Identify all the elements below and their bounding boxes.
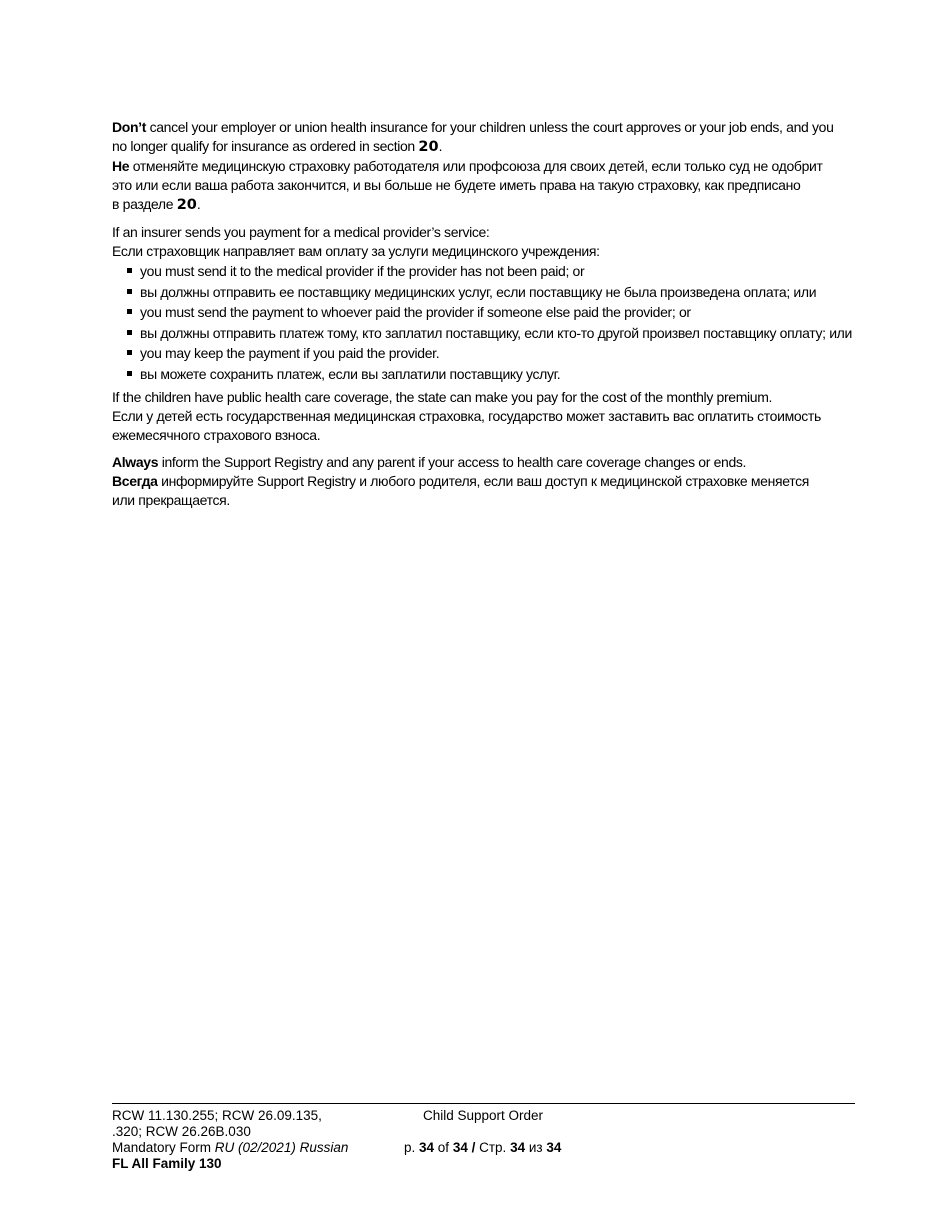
text-line: If an insurer sends you payment for a medical provider’s service: — [112, 224, 490, 240]
footer-left — [112, 1108, 392, 1172]
page-footer — [112, 1108, 855, 1178]
bullet-square-icon — [127, 371, 132, 376]
paragraph-public-coverage — [112, 388, 872, 445]
document-body — [112, 118, 872, 518]
text: inform the Support Registry and any parent if your access to health care coverage changes or ends. — [158, 454, 747, 470]
form-prefix: Mandatory Form — [112, 1140, 215, 1155]
text-line — [112, 453, 872, 472]
text: of — [434, 1140, 453, 1155]
bullet-square-icon — [127, 309, 132, 314]
bold-lead: Не — [112, 158, 130, 174]
list-item-text: you may keep the payment if you paid the provider. — [140, 345, 440, 361]
text-line — [112, 157, 872, 176]
list-item-text: you must send the payment to whoever paid the provider if someone else paid the provider; or — [140, 304, 691, 320]
list-item-text: you must send it to the medical provider if the provider has not been paid; or — [140, 263, 585, 279]
footer-form-id — [112, 1156, 392, 1172]
list-item — [112, 343, 872, 364]
footer-form-line — [112, 1140, 392, 1156]
text-line: или прекращается. — [112, 492, 230, 508]
bold-lead: Всегда — [112, 473, 158, 489]
list-item-text: вы должны отправить ее поставщику медицинских услуг, если поставщику не была произведена оплата; или — [140, 283, 817, 300]
footer-document-title: Child Support Order — [423, 1108, 544, 1123]
text-line: Если страховщик направляет вам оплату за услуги медицинского учреждения: — [112, 243, 600, 259]
bullet-square-icon — [127, 350, 132, 355]
paragraph-insurer-payment — [112, 223, 872, 261]
text-line — [112, 472, 872, 491]
list-item — [112, 261, 872, 282]
footer-divider — [112, 1103, 855, 1104]
text: Стр. — [479, 1140, 511, 1155]
bold-lead: Don’t — [112, 119, 147, 135]
page-total-ru: 34 — [546, 1140, 562, 1155]
section-number: 20 — [176, 197, 197, 213]
paragraph-always-inform — [112, 453, 872, 510]
bold-lead: Always — [112, 454, 159, 470]
form-id: FL All Family 130 — [112, 1156, 222, 1171]
page-total: 34 — [452, 1140, 468, 1155]
text-line — [112, 118, 872, 137]
text: отменяйте медицинскую страховку работодателя или профсоюза для своих детей, если только суд не одобрит — [129, 158, 823, 174]
paragraph-dont-cancel — [112, 118, 872, 215]
section-number: 20 — [418, 139, 439, 155]
list-item-text: вы можете сохранить платеж, если вы заплатили поставщику услуг. — [140, 365, 561, 382]
text-line: это или если ваша работа закончится, и вы больше не будете иметь права на такую страховку, как предписано — [112, 177, 801, 193]
text-line: no longer qualify for insurance as ordered in section 20. — [112, 138, 443, 155]
bullet-square-icon — [127, 268, 132, 273]
text: информируйте Support Registry и любого родителя, если ваш доступ к медицинской страховке меняется — [157, 473, 809, 489]
text-line: If the children have public health care coverage, the state can make you pay for the cost of the monthly premium. — [112, 389, 773, 405]
text: cancel your employer or union health insurance for your children unless the court approves or your job ends, and you — [146, 119, 834, 135]
text: в разделе — [112, 196, 177, 212]
list-item — [112, 282, 872, 303]
bullet-list — [112, 261, 872, 384]
footer-rcw-line: RCW 11.130.255; RCW 26.09.135, — [112, 1108, 322, 1123]
separator: / — [467, 1140, 480, 1155]
footer-page-number — [404, 1140, 561, 1156]
form-version: RU (02/2021) Russian — [214, 1140, 349, 1155]
list-item — [112, 302, 872, 323]
page-current: 34 — [419, 1140, 435, 1155]
text-line: ежемесячного страхового взноса. — [112, 427, 321, 443]
list-item — [112, 364, 872, 385]
footer-rcw-line: .320; RCW 26.26B.030 — [112, 1124, 251, 1139]
list-item-text: вы должны отправить платеж тому, кто заплатил поставщику, если кто-то другой произвел поставщику оплату; или — [140, 324, 852, 341]
bullet-square-icon — [127, 289, 132, 294]
text: из — [525, 1140, 547, 1155]
bullet-square-icon — [127, 330, 132, 335]
text: no longer qualify for insurance as ordered in section — [112, 138, 419, 154]
text: p. — [404, 1140, 420, 1155]
page-current-ru: 34 — [510, 1140, 526, 1155]
list-item — [112, 323, 872, 344]
text-line: Если у детей есть государственная медицинская страховка, государство может заставить вас оплатить стоимость — [112, 408, 821, 424]
text-line: в разделе 20. — [112, 196, 201, 213]
